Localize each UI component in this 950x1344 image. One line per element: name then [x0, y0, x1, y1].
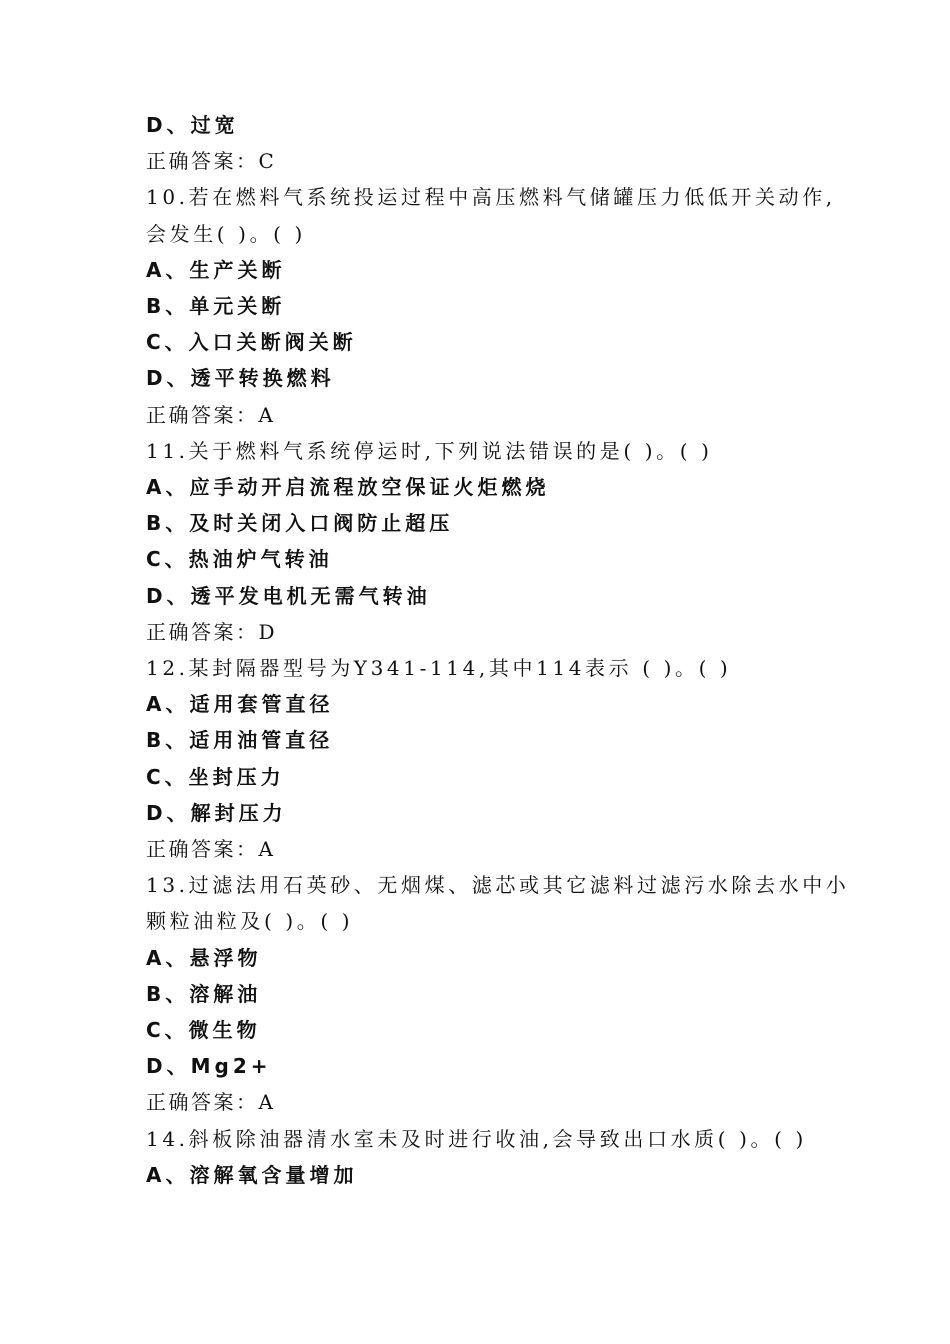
answer-option: C、入口关断阀关断: [146, 330, 357, 355]
question-stem: 颗粒油粒及( )。( ): [146, 909, 354, 934]
correct-answer: 正确答案：A: [146, 402, 276, 427]
answer-option: A、溶解氧含量增加: [146, 1162, 358, 1187]
answer-option: A、应手动开启流程放空保证火炬燃烧: [146, 475, 550, 499]
answer-option: B、适用油管直径: [146, 728, 334, 753]
question-stem: 10.若在燃料气系统投运过程中高压燃料气储罐压力低低开关动作,: [146, 185, 836, 210]
question-stem: 14.斜板除油器清水室未及时进行收油,会导致出口水质( )。( ): [146, 1126, 807, 1151]
answer-option: A、悬浮物: [146, 945, 262, 970]
answer-option: D、过宽: [146, 113, 239, 137]
answer-option: B、溶解油: [146, 981, 262, 1006]
answer-option: D、解封压力: [146, 800, 287, 825]
correct-answer: 正确答案：A: [146, 1090, 276, 1115]
answer-option: C、热油炉气转油: [146, 547, 333, 572]
answer-option: D、Mg2+: [146, 1054, 272, 1079]
question-stem: 12.某封隔器型号为Y341-114,其中114表示 ( )。( ): [146, 656, 732, 680]
question-stem: 11.关于燃料气系统停运时,下列说法错误的是( )。( ): [146, 438, 713, 463]
question-stem: 会发生( )。( ): [146, 221, 306, 246]
answer-option: A、生产关断: [146, 257, 286, 282]
answer-option: C、坐封压力: [146, 764, 285, 789]
question-stem: 13.过滤法用石英砂、无烟煤、滤芯或其它滤料过滤污水除去水中小: [146, 873, 850, 898]
answer-option: D、透平发电机无需气转油: [146, 583, 431, 608]
answer-option: C、微生物: [146, 1018, 261, 1042]
answer-option: B、及时关闭入口阀防止超压: [146, 511, 454, 536]
correct-answer: 正确答案：C: [146, 149, 277, 174]
answer-option: D、透平转换燃料: [146, 366, 335, 391]
correct-answer: 正确答案：A: [146, 837, 276, 861]
correct-answer: 正确答案：D: [146, 619, 278, 644]
answer-option: A、适用套管直径: [146, 692, 334, 717]
answer-option: B、单元关断: [146, 294, 286, 318]
